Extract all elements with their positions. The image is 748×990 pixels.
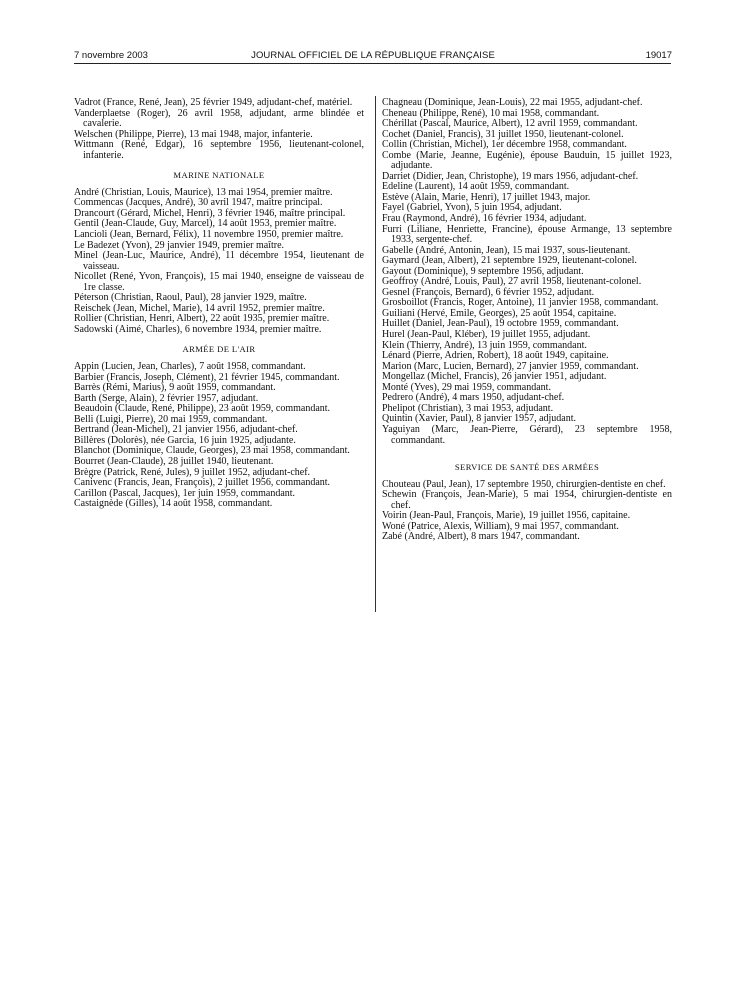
list-entry: Reischek (Jean, Michel, Marie), 14 avril 1952, premier maître.: [74, 302, 325, 314]
list-entry: Rollier (Christian, Henri, Albert), 22 août 1935, premier maître.: [74, 313, 330, 325]
list-entry: Gaymard (Jean, Albert), 21 septembre 1929, lieutenant-colonel.: [382, 255, 637, 267]
list-entry: Cochet (Daniel, Francis), 31 juillet 1950, lieutenant-colonel.: [382, 128, 624, 140]
list-entry: Lancioli (Jean, Bernard, Félix), 11 novembre 1950, premier maître.: [74, 229, 344, 241]
list-entry: Bertrand (Jean-Michel), 21 janvier 1956, adjudant-chef.: [74, 424, 298, 436]
column-divider: [375, 96, 376, 612]
list-entry: Sadowski (Aimé, Charles), 6 novembre 1934, premier maître.: [74, 323, 322, 335]
list-entry: Gayout (Dominique), 9 septembre 1956, adjudant.: [382, 265, 584, 277]
header-rule: [74, 63, 671, 64]
list-entry: Welschen (Philippe, Pierre), 13 mai 1948, major, infanterie.: [74, 128, 313, 140]
list-entry: Pedrero (André), 4 mars 1950, adjudant-chef.: [382, 392, 565, 404]
list-entry: Combe (Marie, Jeanne, Eugénie), épouse Bauduin, 15 juillet 1923, adjudante.: [382, 149, 672, 172]
list-entry: Lénard (Pierre, Adrien, Robert), 18 août 1949, capitaine.: [382, 350, 609, 362]
list-entry: Geoffroy (André, Louis, Paul), 27 avril 1958, lieutenant-colonel.: [382, 276, 642, 288]
section-heading: MARINE NATIONALE: [173, 170, 265, 181]
list-entry: Beaudoin (Claude, René, Philippe), 23 août 1959, commandant.: [74, 403, 331, 415]
list-entry: Vadrot (France, René, Jean), 25 février 1949, adjudant-chef, matériel.: [74, 97, 353, 108]
header-date: 7 novembre 2003: [74, 50, 148, 61]
list-entry: Chouteau (Paul, Jean), 17 septembre 1950, chirurgien-dentiste en chef.: [382, 478, 666, 490]
list-entry: Chérillat (Pascal, Maurice, Albert), 12 avril 1959, commandant.: [382, 118, 638, 130]
list-entry: Drancourt (Gérard, Michel, Henri), 3 février 1946, maître principal.: [74, 207, 346, 219]
list-entry: Voirin (Jean-Paul, François, Marie), 19 juillet 1956, capitaine.: [382, 510, 631, 522]
page-number: 19017: [645, 50, 672, 61]
list-entry: Péterson (Christian, Raoul, Paul), 28 janvier 1929, maître.: [74, 292, 307, 304]
list-entry: Quintin (Xavier, Paul), 8 janvier 1957, adjudant.: [382, 413, 576, 425]
list-entry: Blanchot (Dominique, Claude, Georges), 23 mai 1958, commandant.: [74, 445, 350, 457]
header-title: JOURNAL OFFICIEL DE LA RÉPUBLIQUE FRANÇAISE: [251, 50, 495, 61]
list-entry: Marion (Marc, Lucien, Bernard), 27 janvier 1959, commandant.: [382, 360, 639, 372]
list-entry: Gesnel (François, Bernard), 6 février 1952, adjudant.: [382, 286, 595, 298]
section-heading: SERVICE DE SANTÉ DES ARMÉES: [454, 462, 600, 473]
list-entry: Canivenc (Francis, Jean, François), 2 juillet 1956, commandant.: [74, 477, 331, 489]
list-entry: Frau (Raymond, André), 16 février 1934, adjudant.: [382, 213, 587, 225]
list-entry: Brègre (Patrick, René, Jules), 9 juillet 1952, adjudant-chef.: [74, 466, 311, 478]
list-entry: Woné (Patrice, Alexis, William), 9 mai 1957, commandant.: [382, 520, 619, 532]
list-entry: Minel (Jean-Luc, Maurice, André), 11 décembre 1954, lieutenant de vaisseau.: [74, 250, 364, 272]
list-entry: Furri (Liliane, Henriette, Francine), épouse Armange, 13 septembre 1933, sergente-chef.: [382, 223, 672, 246]
list-entry: Phelipot (Christian), 3 mai 1953, adjudant.: [382, 402, 554, 414]
list-entry: Barth (Serge, Alain), 2 février 1957, adjudant.: [74, 392, 259, 404]
list-entry: Castaignède (Gilles), 14 août 1958, commandant.: [74, 498, 273, 510]
list-entry: Carillon (Pascal, Jacques), 1er juin 1959, commandant.: [74, 487, 296, 499]
list-entry: Billères (Dolorès), née Garcia, 16 juin 1925, adjudante.: [74, 434, 296, 446]
list-entry: Chagneau (Dominique, Jean-Louis), 22 mai 1955, adjudant-chef.: [382, 97, 643, 108]
list-entry: Edeline (Laurent), 14 août 1959, commandant.: [382, 181, 570, 193]
list-entry: Vanderplaetse (Roger), 26 avril 1958, adjudant, arme blindée et cavalerie.: [74, 107, 364, 130]
list-entry: Fayel (Gabriel, Yvon), 5 juin 1954, adjudant.: [382, 202, 562, 214]
list-entry: Wittmann (René, Edgar), 16 septembre 1956, lieutenant-colonel, infanterie.: [74, 139, 364, 161]
list-entry: Le Badezet (Yvon), 29 janvier 1949, premier maître.: [74, 239, 285, 251]
list-entry: Mongellaz (Michel, Francis), 26 janvier 1951, adjudant.: [382, 371, 607, 383]
list-entry: Estève (Alain, Marie, Henri), 17 juillet 1943, major.: [382, 191, 591, 203]
list-entry: Zabé (André, Albert), 8 mars 1947, commandant.: [382, 531, 580, 543]
page-header: [74, 50, 672, 62]
list-entry: Grosboillot (Francis, Roger, Antoine), 11 janvier 1958, commandant.: [382, 297, 659, 309]
list-entry: Gentil (Jean-Claude, Guy, Marcel), 14 août 1953, premier maître.: [74, 218, 337, 230]
list-entry: Collin (Christian, Michel), 1er décembre 1958, commandant.: [382, 139, 627, 151]
list-entry: Hurel (Jean-Paul, Kléber), 19 juillet 1955, adjudant.: [382, 329, 591, 341]
list-entry: Yaguiyan (Marc, Jean-Pierre, Gérard), 23 septembre 1958, commandant.: [382, 423, 672, 446]
list-entry: Huillet (Daniel, Jean-Paul), 19 octobre 1959, commandant.: [382, 318, 619, 330]
list-entry: Monté (Yves), 29 mai 1959, commandant.: [382, 381, 551, 393]
list-entry: Bourret (Jean-Claude), 28 juillet 1940, lieutenant.: [74, 455, 274, 467]
list-entry: Cheneau (Philippe, René), 10 mai 1958, commandant.: [382, 107, 600, 119]
list-entry: Darriet (Didier, Jean, Christophe), 19 mars 1956, adjudant-chef.: [382, 170, 639, 182]
right-column: [382, 98, 672, 543]
list-entry: André (Christian, Louis, Maurice), 13 mai 1954, premier maître.: [74, 186, 333, 198]
list-entry: Klein (Thierry, André), 13 juin 1959, commandant.: [382, 339, 587, 351]
list-entry: Belli (Luigi, Pierre), 20 mai 1959, commandant.: [74, 413, 268, 425]
list-entry: Barbier (Francis, Joseph, Clément), 21 février 1945, commandant.: [74, 371, 340, 383]
list-entry: Gabelle (André, Antonin, Jean), 15 mai 1937, sous-lieutenant.: [382, 244, 631, 256]
section-heading: ARMÉE DE L'AIR: [182, 344, 256, 355]
list-entry: Schewin (François, Jean-Marie), 5 mai 1954, chirurgien-dentiste en chef.: [382, 489, 672, 511]
list-entry: Appin (Lucien, Jean, Charles), 7 août 1958, commandant.: [74, 361, 306, 373]
list-entry: Barrès (Rémi, Marius), 9 août 1959, commandant.: [74, 382, 276, 394]
list-entry: Commencas (Jacques, André), 30 avril 1947, maître principal.: [74, 197, 323, 209]
left-column: [74, 98, 364, 510]
list-entry: Nicollet (René, Yvon, François), 15 mai 1940, enseigne de vaisseau de 1re classe.: [74, 271, 364, 293]
list-entry: Guiliani (Hervé, Emile, Georges), 25 août 1954, capitaine.: [382, 307, 617, 319]
